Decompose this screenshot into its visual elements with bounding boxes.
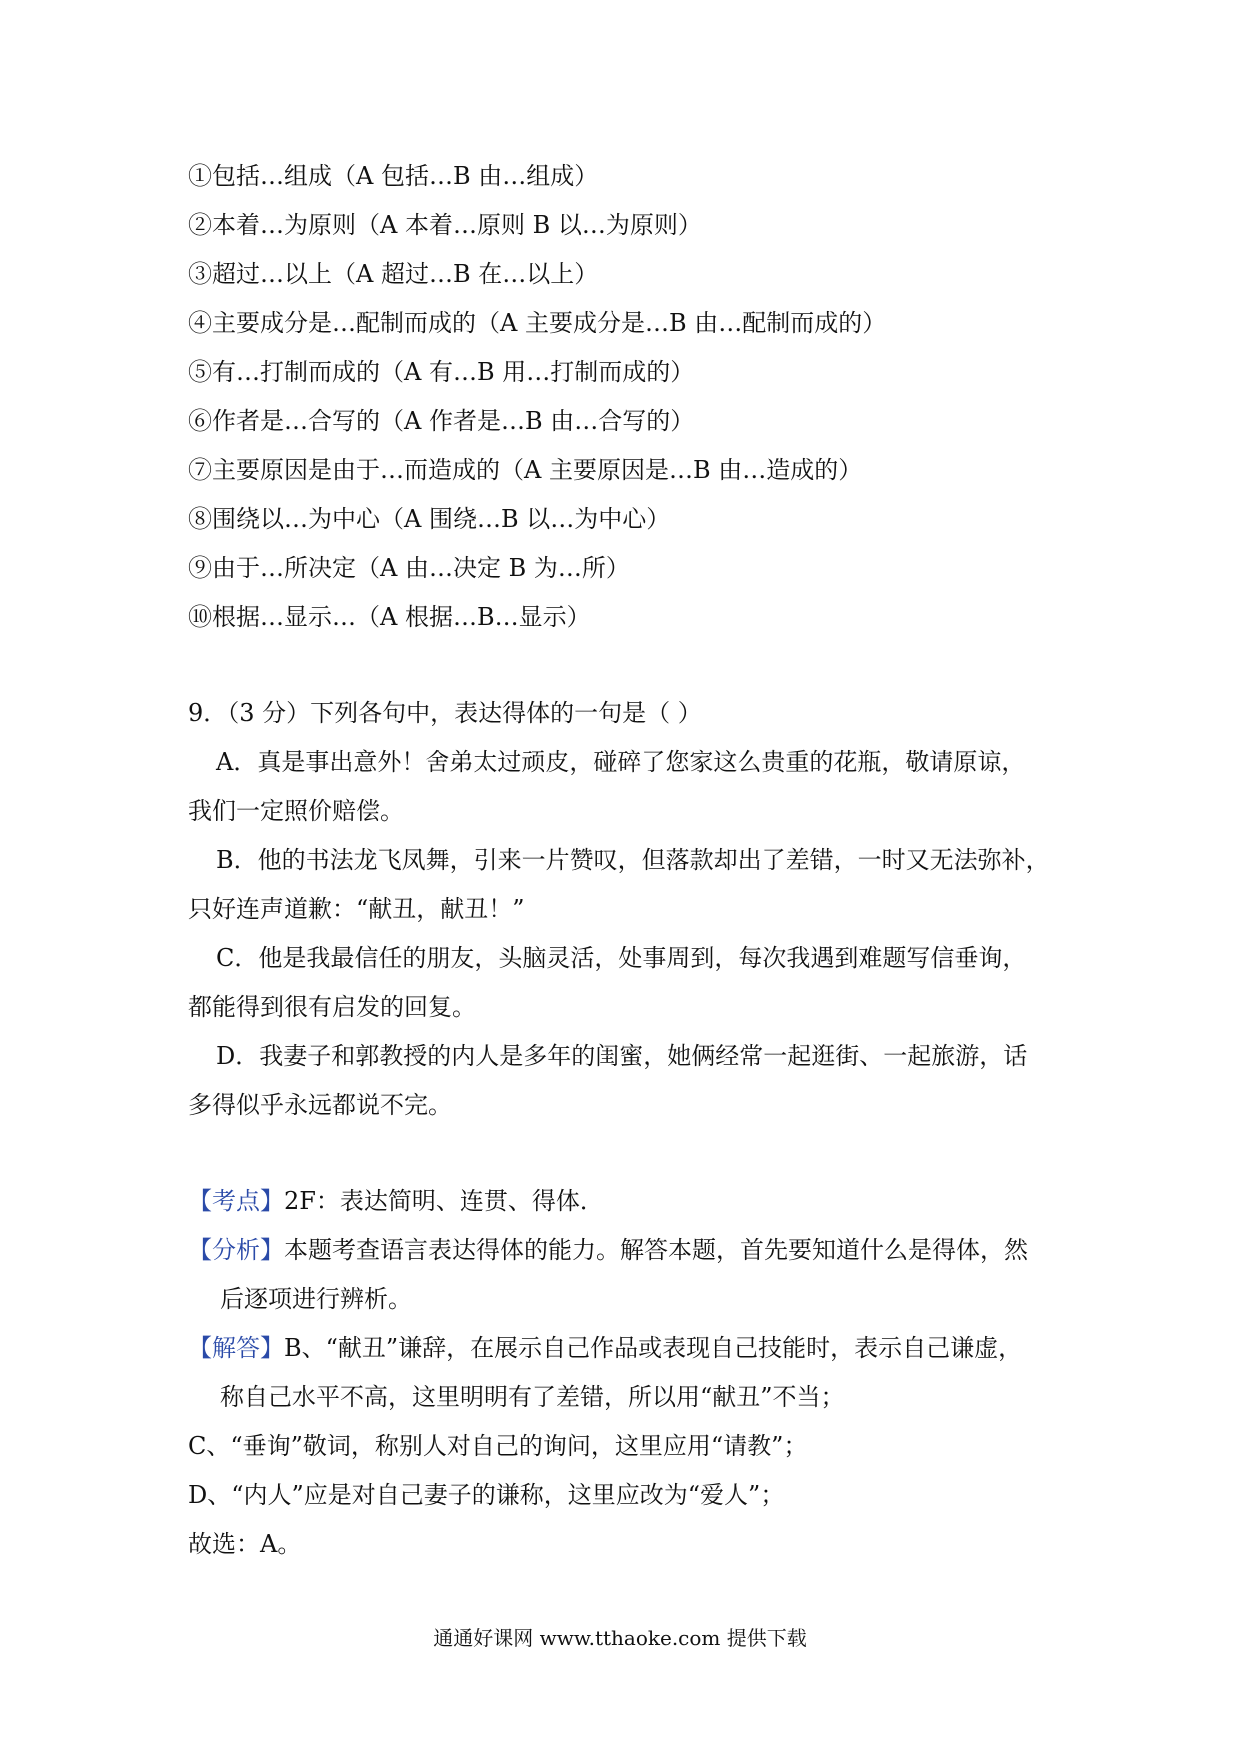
option-b-line-2: 只好连声道歉：“献丑，献丑！” (188, 895, 525, 923)
pattern-item-1: ①包括…组成（A 包括…B 由…组成） (188, 162, 599, 190)
pattern-item-2: ②本着…为原则（A 本着…原则 B 以…为原则） (188, 211, 702, 239)
pattern-item-9: ⑨由于…所决定（A 由…决定 B 为…所） (188, 554, 630, 582)
option-b-line-1: B．他的书法龙飞凤舞，引来一片赞叹，但落款却出了差错，一时又无法弥补， (216, 846, 1050, 874)
jieda-text: B、“献丑”谦辞，在展示自己作品或表现自己技能时，表示自己谦虚， (284, 1334, 1023, 1362)
pattern-item-3: ③超过…以上（A 超过…B 在…以上） (188, 260, 599, 288)
question-stem: 9．（3 分）下列各句中，表达得体的一句是（ ） (188, 699, 702, 727)
pattern-item-5: ⑤有…打制而成的（A 有…B 用…打制而成的） (188, 358, 695, 386)
pattern-item-7: ⑦主要原因是由于…而造成的（A 主要原因是…B 由…造成的） (188, 456, 863, 484)
kaodian-label: 【考点】 (188, 1187, 284, 1215)
option-a-line-2: 我们一定照价赔偿。 (188, 797, 404, 825)
fenxi-text-continued: 后逐项进行辨析。 (220, 1285, 412, 1313)
pattern-item-10: ⑩根据…显示…（A 根据…B…显示） (188, 603, 591, 631)
page-footer: 通通好课网 www.tthaoke.com 提供下载 (433, 1626, 807, 1650)
option-a-line-1: A．真是事出意外！舍弟太过顽皮，碰碎了您家这么贵重的花瓶，敬请原谅， (216, 748, 1026, 776)
option-d-line-1: D．我妻子和郭教授的内人是多年的闺蜜，她俩经常一起逛街、一起旅游，话 (216, 1042, 1028, 1070)
pattern-item-8: ⑧围绕以…为中心（A 围绕…B 以…为中心） (188, 505, 671, 533)
jieda-row (188, 1332, 1022, 1364)
jieda-label: 【解答】 (188, 1334, 284, 1362)
answer-line-d: D、“内人”应是对自己妻子的谦称，这里应改为“爱人”； (188, 1481, 785, 1509)
option-c-line-1: C．他是我最信任的朋友，头脑灵活，处事周到，每次我遇到难题写信垂询， (216, 944, 1027, 972)
fenxi-label: 【分析】 (188, 1236, 284, 1264)
pattern-item-4: ④主要成分是…配制而成的（A 主要成分是…B 由…配制而成的） (188, 309, 887, 337)
jieda-text-continued: 称自己水平不高，这里明明有了差错，所以用“献丑”不当； (220, 1383, 845, 1411)
option-c-line-2: 都能得到很有启发的回复。 (188, 993, 476, 1021)
answer-line-c: C、“垂询”敬词，称别人对自己的询问，这里应用“请教”； (188, 1432, 808, 1460)
kaodian-text: 2F：表达简明、连贯、得体． (284, 1187, 604, 1215)
kaodian-row (188, 1185, 604, 1217)
fenxi-row (188, 1234, 1028, 1266)
answer-final: 故选：A。 (188, 1530, 302, 1558)
fenxi-text: 本题考查语言表达得体的能力。解答本题，首先要知道什么是得体，然 (284, 1236, 1028, 1264)
pattern-item-6: ⑥作者是…合写的（A 作者是…B 由…合写的） (188, 407, 695, 435)
option-d-line-2: 多得似乎永远都说不完。 (188, 1091, 452, 1119)
